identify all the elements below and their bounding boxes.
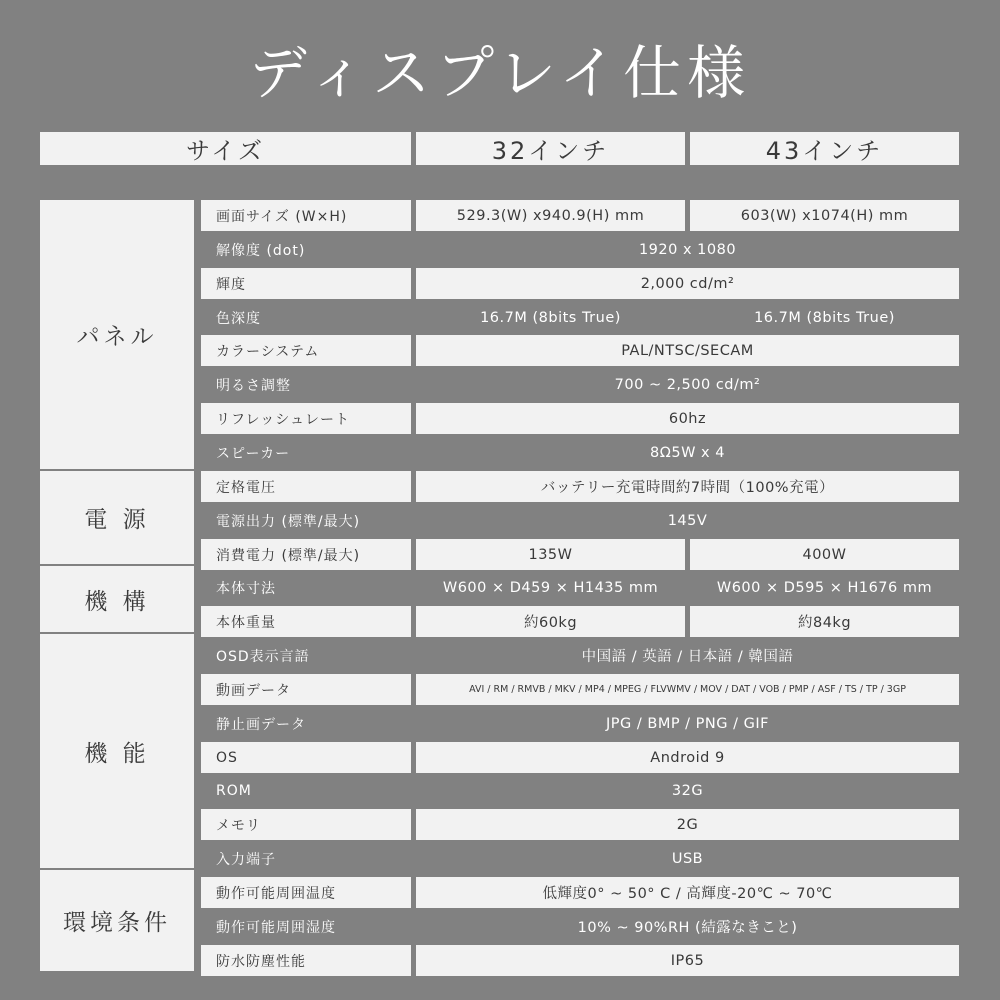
spec-value: 32G [671,782,704,799]
header-size-label: サイズ [40,132,411,165]
spec-value: 8Ω5W x 4 [650,444,725,461]
spec-value: 2,000 cd/m² [416,268,959,299]
spec-value-32: 16.7M (8bits True) [480,309,621,326]
spec-label: 定格電圧 [201,471,411,502]
spec-value-43: 16.7M (8bits True) [754,309,895,326]
spec-label: 入力端子 [216,851,276,868]
spec-label: 色深度 [216,310,261,327]
spec-label: 動作可能周囲温度 [201,877,411,908]
spec-value: JPG / BMP / PNG / GIF [606,715,769,732]
spec-value-43: W600 × D595 × H1676 mm [716,579,933,596]
spec-label: 消費電力 (標準/最大) [201,539,411,570]
spec-value-32: W600 × D459 × H1435 mm [442,579,659,596]
spec-label: メモリ [201,809,411,840]
category-function: 機 能 [40,634,194,868]
spec-value: 145V [667,512,708,529]
spec-value: 10% ~ 90%RH (結露なきこと) [577,920,798,936]
spec-label: OSD表示言語 [216,648,310,665]
spec-value: Android 9 [416,742,959,773]
spec-label: 電源出力 (標準/最大) [216,513,361,530]
spec-value: 低輝度0° ~ 50° C / 高輝度-20℃ ~ 70℃ [416,877,959,908]
spec-value: バッテリー充電時間約7時間（100%充電） [416,471,959,502]
spec-label: 動作可能周囲湿度 [216,919,336,936]
page-title: ディスプレイ仕様 [248,39,752,107]
spec-value: 1920 x 1080 [638,241,737,258]
spec-value-32: 529.3(W) x940.9(H) mm [416,200,685,231]
spec-label: 静止画データ [216,716,306,733]
spec-value: IP65 [416,945,959,976]
spec-value-32: 約60kg [416,606,685,637]
category-environment: 環境条件 [40,870,194,971]
spec-value: PAL/NTSC/SECAM [416,335,959,366]
spec-label: 本体寸法 [216,580,276,597]
spec-label: カラーシステム [201,335,411,366]
spec-value-43: 603(W) x1074(H) mm [690,200,959,231]
spec-label: スピーカー [216,445,291,462]
header-model-43: 43インチ [690,132,959,165]
spec-value: AVI / RM / RMVB / MKV / MP4 / MPEG / FLVWMV / MOV / DAT / VOB / PMP / ASF / TS / TP / 3GP [416,674,959,705]
header-model-32: 32インチ [416,132,685,165]
spec-value: 700 ~ 2,500 cd/m² [614,376,761,393]
spec-value-32: 135W [416,539,685,570]
spec-label: 本体重量 [201,606,411,637]
category-mechanism: 機 構 [40,566,194,632]
spec-label: 動画データ [201,674,411,705]
spec-label: 明るさ調整 [216,377,291,394]
spec-label: OS [201,742,411,773]
spec-value: 60hz [416,403,959,434]
spec-label: 防水防塵性能 [201,945,411,976]
spec-value: 中国語 / 英語 / 日本語 / 韓国語 [581,649,794,665]
spec-value-43: 約84kg [690,606,959,637]
spec-value: USB [671,850,704,867]
spec-label: ROM [216,782,252,799]
spec-label: リフレッシュレート [201,403,411,434]
spec-value: 2G [416,809,959,840]
spec-value-43: 400W [690,539,959,570]
spec-label: 解像度 (dot) [216,242,306,259]
category-power: 電 源 [40,471,194,564]
spec-label: 画面サイズ (W×H) [201,200,411,231]
spec-label: 輝度 [201,268,411,299]
category-panel: パネル [40,200,194,469]
